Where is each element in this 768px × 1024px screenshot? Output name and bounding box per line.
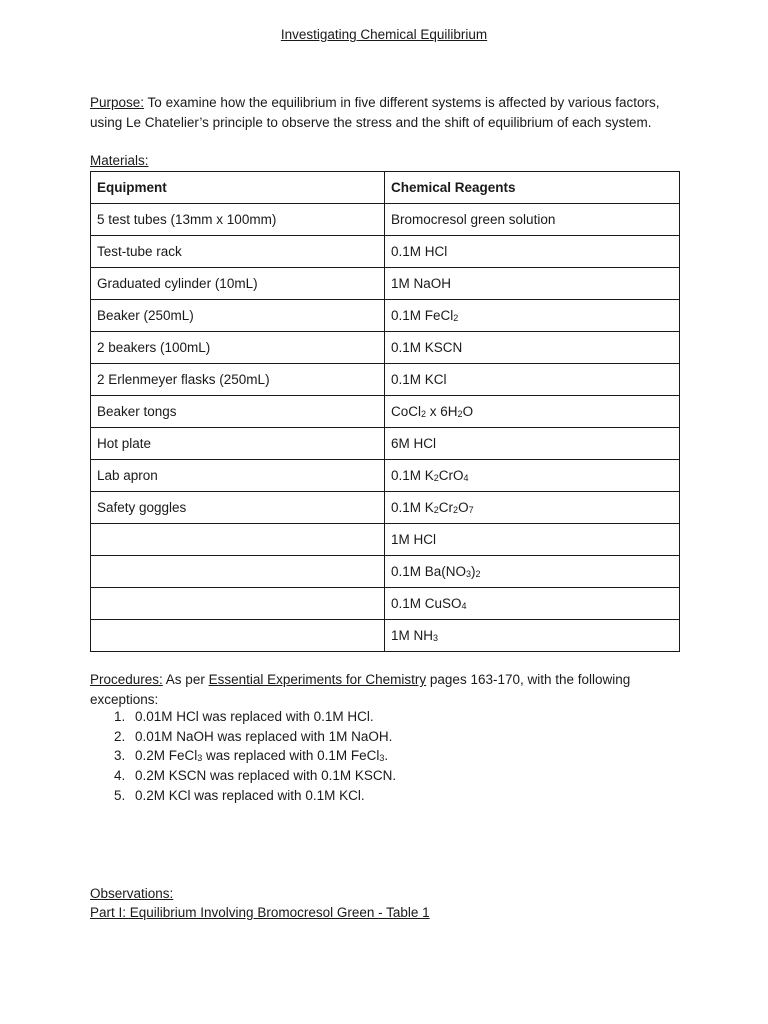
- reagent-subscript: 2: [433, 473, 439, 483]
- reagent-subscript: 4: [461, 601, 467, 611]
- table-row: [91, 396, 680, 428]
- reagent-subscript: 2: [475, 569, 481, 579]
- item-subscript: 3: [379, 753, 385, 764]
- list-item-number: 1.: [114, 709, 126, 724]
- equipment-cell: 2 Erlenmeyer flasks (250mL): [91, 364, 385, 396]
- reagent-text: 1M HCl: [391, 532, 437, 547]
- reagent-text: 0.1M KSCN: [391, 340, 463, 355]
- observations-part1: [90, 903, 690, 923]
- reagent-cell: [385, 236, 680, 268]
- table-row: [91, 492, 680, 524]
- table-row: [91, 524, 680, 556]
- procedures-paragraph: [90, 670, 690, 709]
- materials-table-body: [91, 204, 680, 652]
- purpose-label: Purpose:: [90, 95, 145, 110]
- reagent-cell: [385, 524, 680, 556]
- item-text: 0.2M KCl was replaced with 0.1M KCl.: [135, 787, 365, 803]
- book-title: Essential Experiments for Chemistry: [208, 672, 427, 687]
- reagent-text: Bromocresol green solution: [391, 212, 556, 227]
- table-row: [91, 460, 680, 492]
- table-row: [91, 588, 680, 620]
- equipment-cell: Beaker tongs: [91, 396, 385, 428]
- table-row: [91, 556, 680, 588]
- reagent-cell: [385, 332, 680, 364]
- list-item: [90, 727, 690, 747]
- equipment-cell: Lab apron: [91, 460, 385, 492]
- reagent-text: ): [471, 564, 476, 579]
- reagent-cell: [385, 364, 680, 396]
- list-item-number: 5.: [114, 787, 126, 803]
- reagent-subscript: 2: [421, 409, 427, 419]
- reagent-cell: [385, 620, 680, 652]
- page-title: Investigating Chemical Equilibrium: [280, 27, 488, 42]
- reagent-cell: [385, 268, 680, 300]
- reagent-cell: [385, 492, 680, 524]
- purpose-paragraph: [90, 93, 690, 132]
- reagent-text: 0.1M K: [391, 468, 434, 483]
- equipment-cell: [91, 524, 385, 556]
- list-item: [90, 766, 690, 786]
- reagent-text: 0.1M KCl: [391, 372, 447, 387]
- equipment-cell: Beaker (250mL): [91, 300, 385, 332]
- reagent-cell: [385, 204, 680, 236]
- table-header-row: [91, 172, 680, 204]
- equipment-cell: Safety goggles: [91, 492, 385, 524]
- item-text: 0.01M HCl was replaced with 0.1M HCl.: [135, 709, 374, 724]
- table-row: [91, 364, 680, 396]
- equipment-cell: Test-tube rack: [91, 236, 385, 268]
- header-equipment: Equipment: [91, 172, 385, 204]
- purpose-text: To examine how the equilibrium in five different systems is affected by various factors, using Le Chatelier’s principle to observe the stress and the shift of equilibrium of each system.: [90, 95, 660, 130]
- item-text: 0.01M NaOH was replaced with 1M NaOH.: [135, 728, 393, 744]
- reagent-text: x 6H: [426, 404, 458, 419]
- item-text: was replaced with 0.1M FeCl: [202, 748, 380, 764]
- item-text: 0.2M FeCl: [135, 748, 198, 764]
- reagent-text: 0.1M Ba(NO: [391, 564, 467, 579]
- reagent-subscript: 3: [433, 633, 439, 643]
- table-row: [91, 300, 680, 332]
- reagent-subscript: 3: [466, 569, 472, 579]
- reagent-subscript: 2: [457, 409, 463, 419]
- reagent-subscript: 7: [468, 505, 474, 515]
- reagent-text: 1M NaOH: [391, 276, 452, 291]
- equipment-cell: Graduated cylinder (10mL): [91, 268, 385, 300]
- reagent-text: CoCl: [391, 404, 422, 419]
- materials-label-text: Materials:: [90, 153, 149, 168]
- item-text: .: [384, 748, 389, 764]
- list-item-number: 4.: [114, 768, 126, 784]
- equipment-cell: [91, 556, 385, 588]
- procedures-label: Procedures:: [90, 672, 163, 687]
- reagent-text: O: [462, 404, 474, 419]
- reagent-text: CrO: [438, 468, 464, 483]
- reagent-text: 1M NH: [391, 628, 434, 643]
- observations-label: [90, 884, 690, 904]
- item-text: 0.2M KSCN was replaced with 0.1M KSCN.: [135, 768, 397, 784]
- reagent-subscript: 4: [463, 473, 469, 483]
- equipment-cell: [91, 588, 385, 620]
- reagent-cell: [385, 428, 680, 460]
- item-subscript: 3: [197, 753, 203, 764]
- reagent-text: 0.1M K: [391, 500, 434, 515]
- reagent-cell: [385, 588, 680, 620]
- list-item: [90, 707, 690, 727]
- procedures-text-before: As per: [162, 672, 209, 687]
- observations-label-text: Observations:: [90, 886, 174, 901]
- reagent-cell: [385, 396, 680, 428]
- reagent-text: 0.1M CuSO: [391, 596, 462, 611]
- reagent-subscript: 2: [453, 313, 459, 323]
- reagent-text: O: [458, 500, 469, 515]
- reagent-subscript: 2: [433, 505, 439, 515]
- list-item: [90, 786, 690, 806]
- procedures-text-after: pages 163-170, with the following exceptions:: [90, 672, 631, 707]
- table-row: [91, 428, 680, 460]
- table-row: [91, 204, 680, 236]
- list-item: [90, 746, 690, 766]
- reagent-cell: [385, 556, 680, 588]
- equipment-cell: 2 beakers (100mL): [91, 332, 385, 364]
- table-row: [91, 236, 680, 268]
- header-chemical-reagents: Chemical Reagents: [385, 172, 680, 204]
- materials-table: [90, 171, 680, 652]
- list-item-number: 2.: [114, 728, 126, 744]
- reagent-cell: [385, 460, 680, 492]
- reagent-text: 0.1M HCl: [391, 244, 448, 259]
- equipment-cell: Hot plate: [91, 428, 385, 460]
- list-item-number: 3.: [114, 748, 126, 764]
- reagent-text: 6M HCl: [391, 436, 437, 451]
- reagent-subscript: 2: [453, 505, 459, 515]
- reagent-cell: [385, 300, 680, 332]
- equipment-cell: 5 test tubes (13mm x 100mm): [91, 204, 385, 236]
- materials-label: [90, 151, 690, 171]
- equipment-cell: [91, 620, 385, 652]
- table-row: [91, 332, 680, 364]
- reagent-text: Cr: [438, 500, 454, 515]
- table-row: [91, 620, 680, 652]
- procedures-list: [90, 707, 690, 806]
- table-row: [91, 268, 680, 300]
- part1-heading: Part I: Equilibrium Involving Bromocresol Green - Table 1: [90, 905, 430, 920]
- reagent-text: 0.1M FeCl: [391, 308, 454, 323]
